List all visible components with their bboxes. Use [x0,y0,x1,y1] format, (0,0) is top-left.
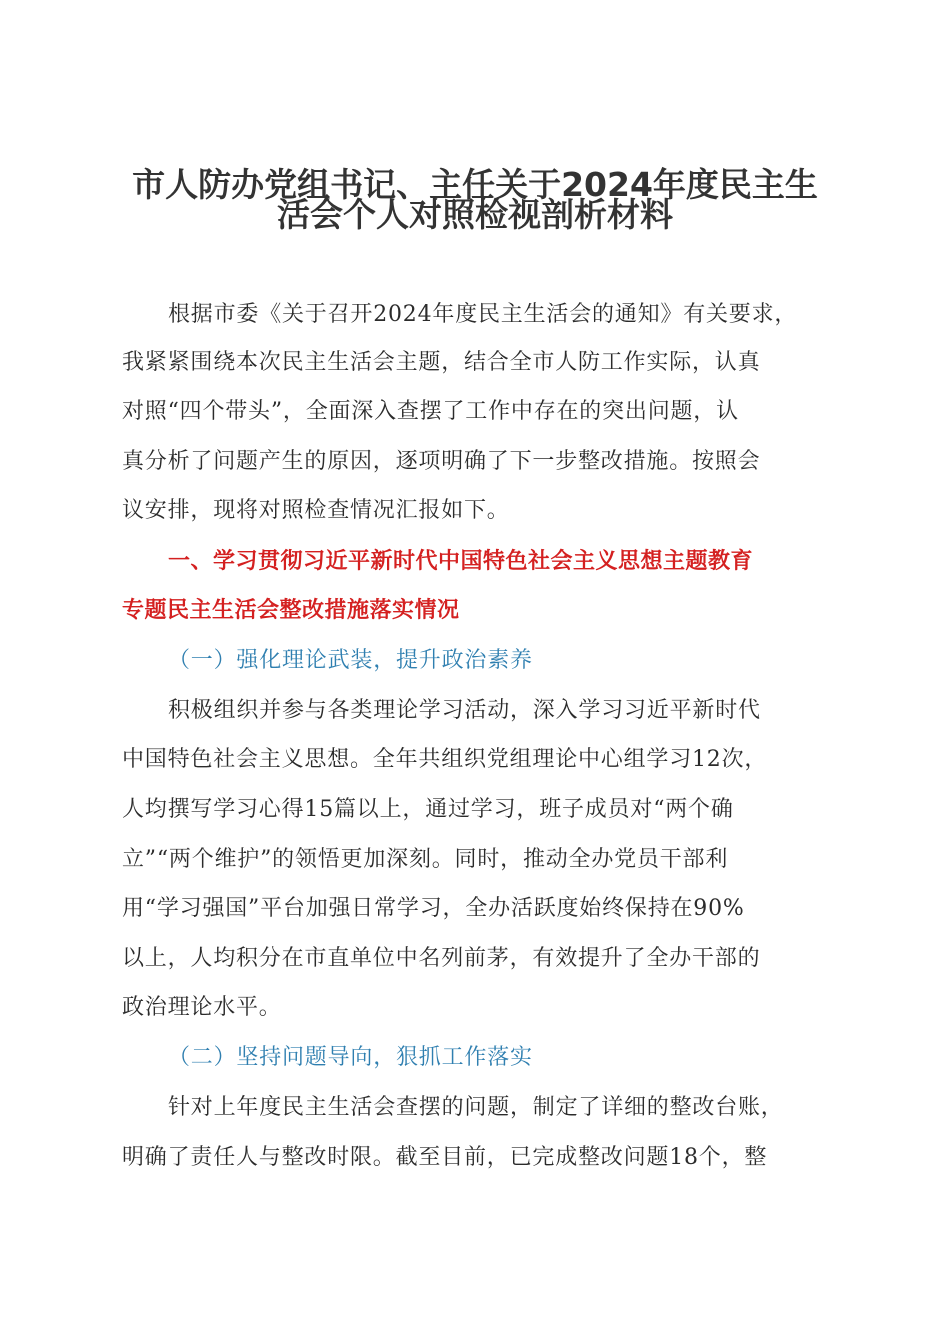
sub1-line-4: 立”“两个维护”的领悟更加深刻。同时，推动全办党员干部利 [122,847,729,872]
sub2-line-1: 针对上年度民主生活会查摆的问题，制定了详细的整改台账， [168,1095,784,1120]
section-1-heading-line-1: 一、学习贯彻习近平新时代中国特色社会主义思想主题教育 [168,549,754,574]
subsection-2-heading: （二）坚持问题导向，狠抓工作落实 [168,1045,533,1070]
sub1-line-2: 中国特色社会主义思想。全年共组织党组理论中心组学习12次， [122,747,768,772]
intro-line-4: 真分析了问题产生的原因，逐项明确了下一步整改措施。按照会 [122,449,761,474]
sub1-line-6: 以上，人均积分在市直单位中名列前茅，有效提升了全办干部的 [122,946,761,971]
intro-line-3: 对照“四个带头”，全面深入查摆了工作中存在的突出问题，认 [122,399,739,424]
intro-line-5: 议安排，现将对照检查情况汇报如下。 [122,498,510,523]
sub1-line-1: 积极组织并参与各类理论学习活动，深入学习习近平新时代 [168,698,761,723]
section-1-heading-line-2: 专题民主生活会整改措施落实情况 [122,598,460,623]
sub1-line-5: 用“学习强国”平台加强日常学习，全办活跃度始终保持在90% [122,896,745,921]
document-title-line-1: 市人防办党组书记、主任关于2024年度民主生 [132,165,818,204]
document-title-line-2: 活会个人对照检视剖析材料 [277,195,673,234]
subsection-1-heading: （一）强化理论武装，提升政治素养 [168,648,533,673]
sub1-line-7: 政治理论水平。 [122,995,282,1020]
sub1-line-3: 人均撰写学习心得15篇以上，通过学习，班子成员对“两个确 [122,797,734,822]
intro-line-1: 根据市委《关于召开2024年度民主生活会的通知》有关要求， [168,302,798,327]
sub2-line-2: 明确了责任人与整改时限。截至目前，已完成整改问题18个，整 [122,1145,768,1170]
intro-line-2: 我紧紧围绕本次民主生活会主题，结合全市人防工作实际，认真 [122,350,761,375]
